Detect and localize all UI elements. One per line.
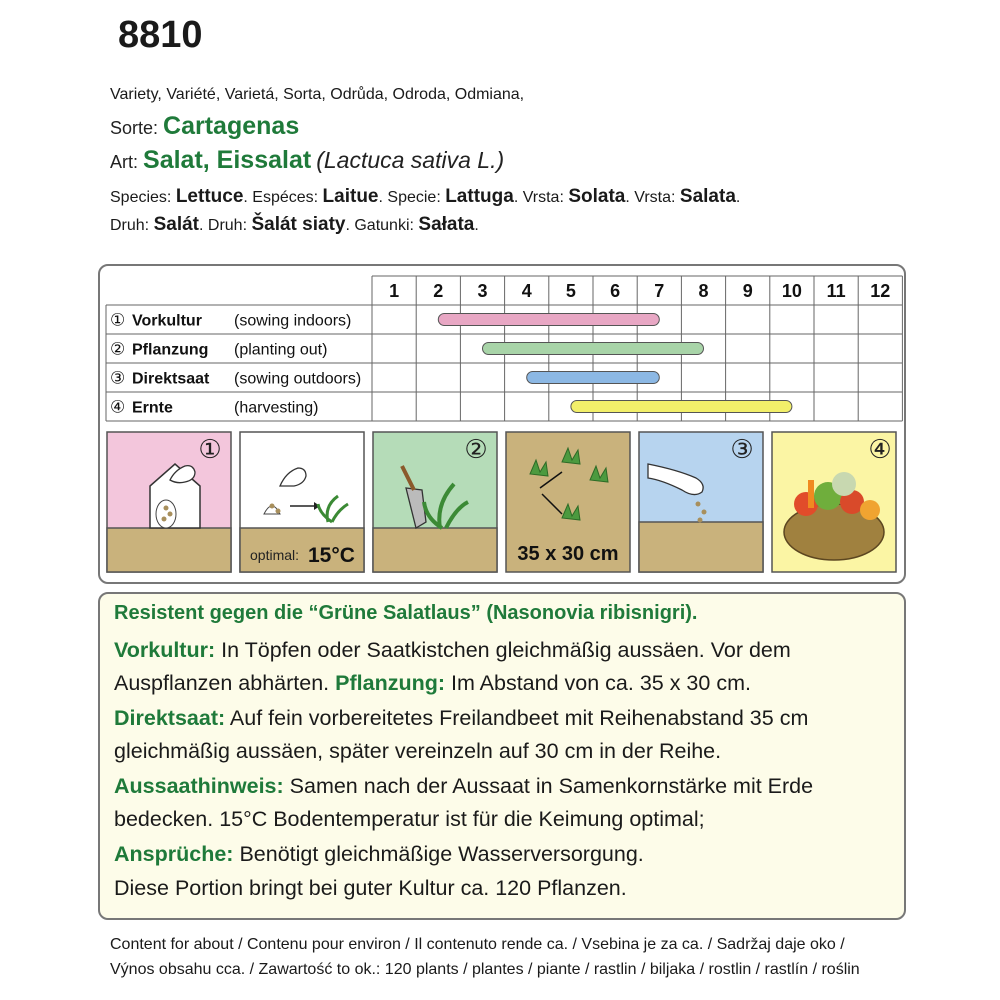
variety-languages-line: Variety, Variété, Varietá, Sorta, Odrůda, Odroda, Odmiana, xyxy=(110,86,525,103)
latin-name: (Lactuca sativa L.) xyxy=(316,147,505,173)
vorkultur-line-2 xyxy=(114,671,751,696)
species-label: Druh: xyxy=(110,217,154,234)
ansprueche-text: Benötigt gleichmäßige Wasserversorgung. xyxy=(233,842,644,866)
row-labels xyxy=(110,311,361,418)
month-label: 8 xyxy=(698,281,709,301)
sowing-calendar-panel xyxy=(98,264,906,584)
art-row xyxy=(110,146,504,175)
species-label: . Gatunki: xyxy=(345,217,419,234)
species-label: . Vrsta: xyxy=(625,189,680,206)
row-name: Ernte xyxy=(132,399,173,417)
direktsaat-line-2 xyxy=(114,739,721,764)
row-name: Pflanzung xyxy=(132,341,209,359)
step-1-badge: ① xyxy=(198,435,222,465)
optimal-label: optimal: xyxy=(250,547,300,563)
step-2-badge: ② xyxy=(464,435,488,465)
pictogram-sowing-indoors xyxy=(107,432,231,572)
row-note: (harvesting) xyxy=(234,399,319,417)
row-number: ① xyxy=(110,310,126,331)
row-number: ④ xyxy=(110,397,126,418)
aussaathinweis-text: Samen nach der Aussaat in Samenkornstärke mit Erde xyxy=(283,774,814,798)
species-line-1 xyxy=(110,186,740,208)
step-3-badge: ③ xyxy=(730,435,754,465)
pictogram-harvesting xyxy=(772,432,896,572)
direktsaat-keyword: Direktsaat: xyxy=(114,706,226,730)
species-label: . xyxy=(474,217,479,234)
row-note: (sowing indoors) xyxy=(234,312,352,330)
row-note: (planting out) xyxy=(234,341,328,359)
sorte-row xyxy=(110,112,299,141)
pictogram-sowing-outdoors xyxy=(639,432,763,572)
ansprueche-keyword: Ansprüche: xyxy=(114,842,234,866)
species-label: Species: xyxy=(110,189,176,206)
month-label: 3 xyxy=(477,281,488,301)
aussaathinweis-text-2: bedecken. 15°C Bodentemperatur ist für die Keimung optimal; xyxy=(114,807,705,831)
aussaathinweis-keyword: Aussaathinweis: xyxy=(114,774,284,798)
species-label: . Vrsta: xyxy=(513,189,569,206)
month-label: 5 xyxy=(565,281,576,301)
month-label: 12 xyxy=(870,281,891,301)
plant-spacing: 35 x 30 cm xyxy=(517,543,619,565)
step-4-badge: ④ xyxy=(868,435,892,465)
month-label: 11 xyxy=(826,281,846,301)
art-label: Art: xyxy=(110,152,139,172)
species-name: Salat, Eissalat xyxy=(143,146,312,174)
vorkultur-keyword: Vorkultur: xyxy=(114,638,216,662)
month-label: 6 xyxy=(610,281,621,301)
portion-text: Diese Portion bringt bei guter Kultur ca. 120 Pflanzen. xyxy=(114,876,627,900)
species-value: Laitue xyxy=(322,186,379,207)
species-value: Salát xyxy=(153,214,199,235)
row-number: ② xyxy=(110,339,126,360)
ansprueche-line xyxy=(114,842,644,867)
row-number: ③ xyxy=(110,368,126,389)
optimal-temperature: 15°C xyxy=(308,544,355,567)
direktsaat-line xyxy=(114,706,808,731)
species-label: . xyxy=(735,189,741,206)
species-value: Sałata xyxy=(418,214,475,235)
species-label: . Druh: xyxy=(199,217,252,234)
month-label: 7 xyxy=(654,281,665,301)
pictogram-optimal-temperature xyxy=(240,432,364,572)
pflanzung-text: Im Abstand von ca. 35 x 30 cm. xyxy=(445,671,751,695)
row-name: Vorkultur xyxy=(132,312,202,330)
month-label: 10 xyxy=(781,281,802,301)
direktsaat-text: Auf fein vorbereitetes Freilandbeet mit Reihenabstand 35 cm xyxy=(225,706,809,730)
species-value: Lattuga xyxy=(445,186,514,207)
portion-line xyxy=(114,876,627,901)
month-label: 9 xyxy=(742,281,753,301)
resistance-note: Resistent gegen die “Grüne Salatlaus” (Nasonovia ribisnigri). xyxy=(114,602,698,624)
species-value: Lettuce xyxy=(175,186,244,207)
vorkultur-text: In Töpfen oder Saatkistchen gleichmäßig aussäen. Vor dem xyxy=(215,638,791,662)
month-label: 4 xyxy=(521,281,532,301)
month-label: 2 xyxy=(433,281,444,301)
aussaathinweis-line xyxy=(114,774,813,799)
pflanzung-keyword: Pflanzung: xyxy=(335,671,446,695)
period-bar xyxy=(438,314,659,326)
species-value: Salata xyxy=(679,186,736,207)
pictogram-planting-out xyxy=(373,432,497,572)
period-bar xyxy=(571,401,792,413)
species-label: . Espéces: xyxy=(243,189,323,206)
period-bar xyxy=(483,343,704,355)
species-label: . Specie: xyxy=(378,189,446,206)
cultivation-info-panel xyxy=(98,592,906,920)
variety-name: Cartagenas xyxy=(163,112,300,140)
sorte-label: Sorte: xyxy=(110,118,159,138)
month-label: 1 xyxy=(389,281,400,301)
content-line-2: Výnos obsahu cca. / Zawartość to ok.: 120 plants / plantes / piante / rastlin / biljaka / rostlin / rastlín / roślin xyxy=(110,961,860,978)
product-code: 8810 xyxy=(118,14,203,56)
content-line-1: Content for about / Contenu pour environ / Il contenuto rende ca. / Vsebina je za ca. / Sadržaj daje oko / xyxy=(110,936,845,953)
vorkultur-line xyxy=(114,638,791,663)
aussaathinweis-line-2 xyxy=(114,807,705,832)
row-name: Direktsaat xyxy=(132,370,210,388)
species-value: Solata xyxy=(568,186,626,207)
direktsaat-text-2: gleichmäßig aussäen, später vereinzeln auf 30 cm in der Reihe. xyxy=(114,739,722,763)
species-value: Šalát siaty xyxy=(251,214,346,235)
pictogram-plant-spacing xyxy=(506,432,630,572)
row-note: (sowing outdoors) xyxy=(234,370,362,388)
vorkultur-text-2: Auspflanzen abhärten. xyxy=(114,671,336,695)
month-labels xyxy=(389,281,890,301)
species-line-2 xyxy=(110,214,479,236)
period-bar xyxy=(527,372,660,384)
sowing-calendar xyxy=(100,266,904,582)
